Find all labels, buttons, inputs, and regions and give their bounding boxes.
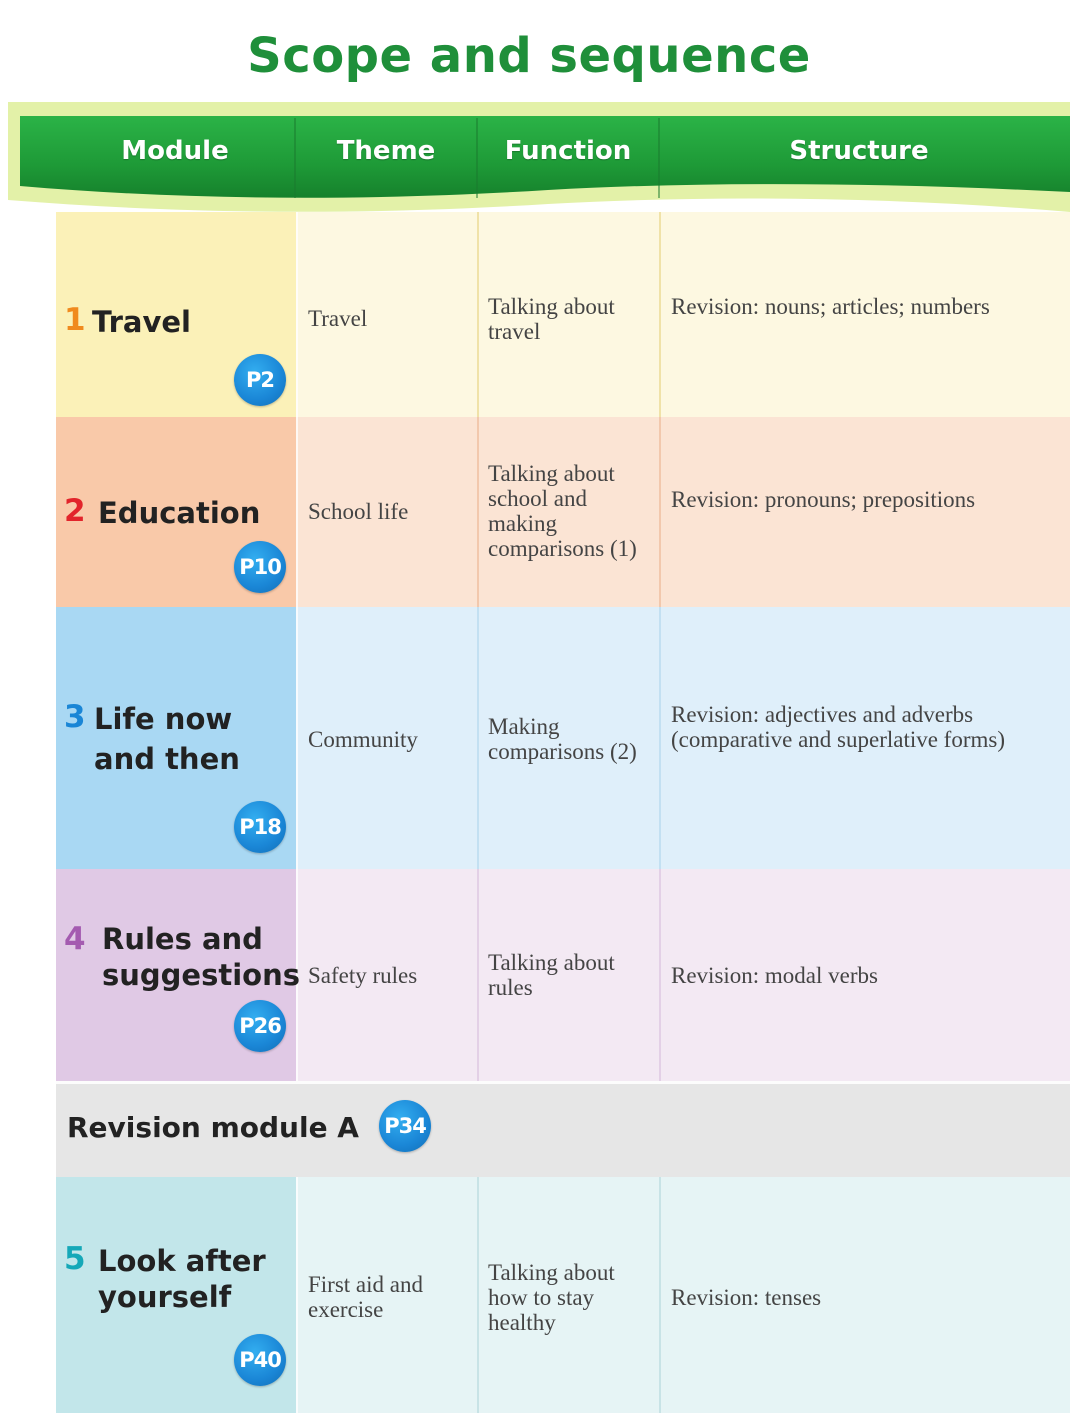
function-text: Making comparisons (2): [488, 714, 637, 764]
module-name: Travel: [92, 305, 191, 339]
page-badge[interactable]: P34: [379, 1100, 431, 1152]
module-name: Look after yourself: [98, 1244, 266, 1314]
header-theme: Theme: [336, 136, 436, 166]
revision-row: [56, 1081, 1070, 1177]
header-module: Module: [121, 136, 229, 166]
page-badge[interactable]: P40: [234, 1334, 286, 1386]
table-row-module-4: [56, 869, 1070, 1081]
module-number: 3: [64, 699, 86, 735]
structure-text: Revision: adjectives and adverbs (comparative and superlative forms): [671, 702, 1006, 752]
table-row-module-3: [56, 607, 1070, 869]
theme-text: Community: [308, 727, 418, 752]
header-structure: Structure: [789, 136, 929, 166]
module-number: 2: [64, 493, 86, 529]
table-row-module-5: [56, 1177, 1070, 1413]
function-text: Talking about travel: [488, 294, 615, 344]
page-badge[interactable]: P10: [234, 541, 286, 593]
module-number: 5: [64, 1241, 86, 1277]
module-number: 4: [64, 921, 86, 957]
theme-text: School life: [308, 499, 409, 524]
module-name: Education: [98, 496, 261, 530]
function-text: Talking about school and making comparisons (1): [488, 461, 637, 561]
table-row-module-1: [56, 212, 1070, 417]
page-badge[interactable]: P18: [234, 801, 286, 853]
function-text: Talking about how to stay healthy: [488, 1260, 615, 1335]
structure-text: Revision: nouns; articles; numbers: [671, 294, 990, 319]
function-text: Talking about rules: [488, 950, 615, 1000]
theme-text: Safety rules: [308, 963, 418, 988]
page-title: Scope and sequence: [247, 28, 811, 84]
structure-text: Revision: pronouns; prepositions: [671, 487, 976, 512]
module-number: 1: [64, 302, 86, 338]
revision-label: Revision module A: [67, 1111, 359, 1144]
structure-text: Revision: tenses: [671, 1285, 822, 1310]
structure-text: Revision: modal verbs: [671, 963, 878, 988]
structure-cell: [660, 417, 1070, 607]
table-row-module-2: [56, 417, 1070, 607]
page-badge[interactable]: P2: [234, 354, 286, 406]
theme-text: First aid and exercise: [308, 1272, 423, 1322]
page-badge[interactable]: P26: [234, 1000, 286, 1052]
module-name: Rules and suggestions: [102, 922, 300, 992]
theme-text: Travel: [308, 306, 368, 331]
header-function: Function: [504, 136, 632, 166]
module-name: Life now and then: [94, 702, 240, 776]
